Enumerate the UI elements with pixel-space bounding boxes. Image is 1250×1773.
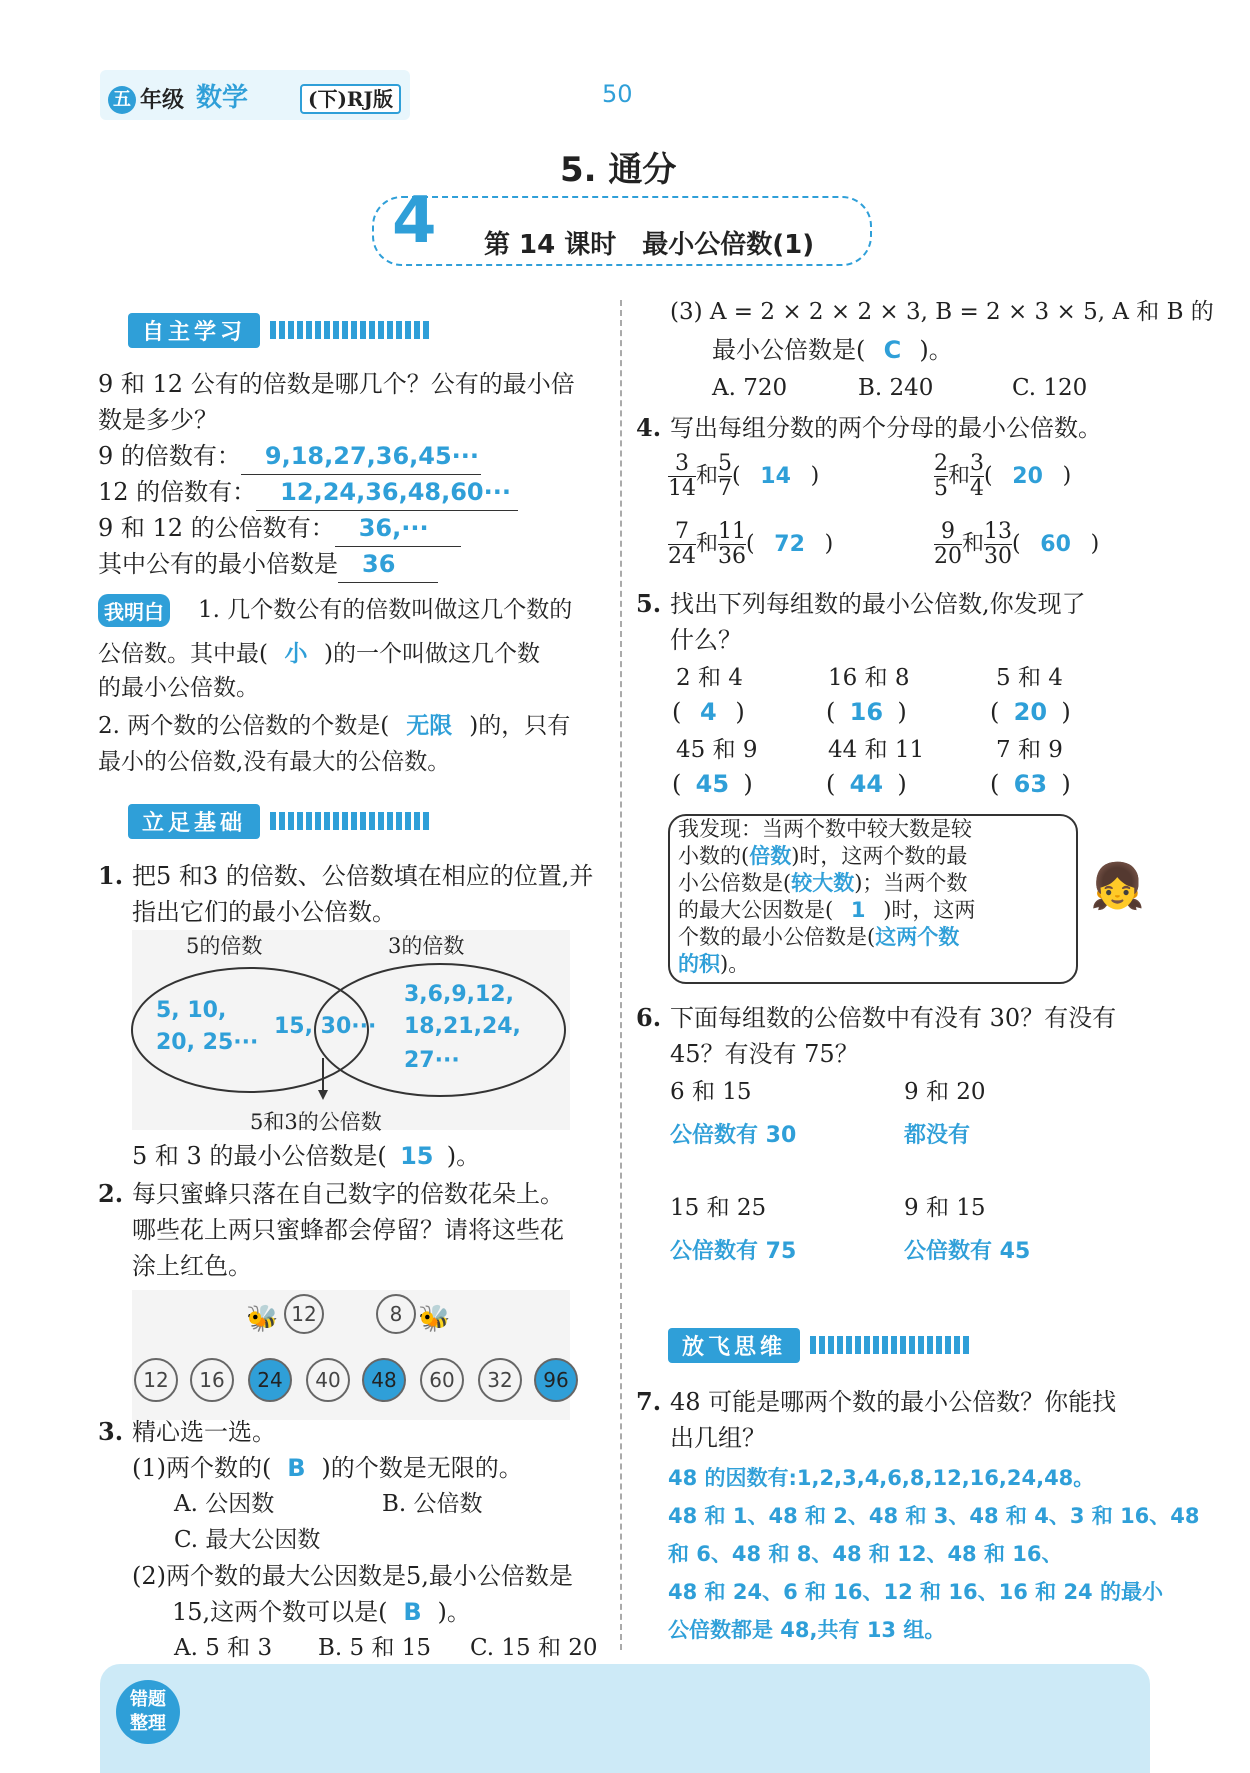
- discovery-line-6: [678, 951, 975, 978]
- q6-pair-4: 9 和 15: [904, 1195, 986, 1221]
- answer: 较大数: [791, 871, 855, 895]
- q4-item-3: $\frac{7}{24}$ 和 $\frac{11}{36}$ ( 72 ): [668, 519, 834, 569]
- text: 和: [696, 463, 719, 489]
- intro-question: 9 和 12 公有的倍数是哪几个？公有的最小倍: [98, 370, 575, 398]
- text: 最小公倍数是(: [712, 336, 866, 364]
- answer: 这两个数: [875, 925, 960, 949]
- section-label: 放飞思维: [668, 1328, 800, 1363]
- venn-label-5: 5的倍数: [186, 934, 263, 958]
- footer-label-2: 整理: [130, 1713, 166, 1734]
- numerator: 3: [970, 451, 985, 476]
- fraction: [668, 520, 696, 569]
- q5-ans-2: ( 16 ): [826, 694, 907, 730]
- q3-s2-option-a: A. 5 和 3: [174, 1635, 273, 1661]
- label: 9 的倍数有：: [98, 442, 241, 470]
- answer: 12,24,36,48,60···: [256, 474, 518, 511]
- q6-pair-2: 9 和 20: [904, 1079, 986, 1105]
- text: 我发现：当两个数中较大数是较: [678, 817, 972, 841]
- answer: 36,···: [335, 510, 461, 547]
- understand-p2a: [98, 708, 570, 744]
- understand-p1d: 的最小公倍数。: [98, 675, 259, 701]
- understand-p1b: [98, 636, 540, 672]
- q7-answer-3: 和 6、48 和 8、48 和 12、48 和 16、: [668, 1542, 1063, 1566]
- subject-label: 数学: [196, 83, 249, 113]
- discovery-line-5: [678, 924, 975, 951]
- text: 和: [948, 463, 971, 489]
- q7-answer-2: 48 和 1、48 和 2、48 和 3、48 和 4、3 和 16、48: [668, 1504, 1200, 1528]
- discovery-line-4: [678, 897, 975, 924]
- answer: 36: [338, 546, 438, 583]
- q5-ans-4: ( 45 ): [672, 766, 753, 802]
- answer: C: [883, 336, 902, 364]
- text: )；当两个数: [854, 871, 968, 895]
- section-label: 自主学习: [128, 313, 260, 348]
- venn-right-2: 18,21,24,: [404, 1014, 521, 1039]
- flower-96[interactable]: 96: [534, 1358, 578, 1402]
- q3-s3-option-a: A. 720: [712, 375, 788, 401]
- q7-answer-4: 48 和 24、6 和 16、12 和 16、16 和 24 的最小: [668, 1580, 1163, 1604]
- venn-arrowhead: [318, 1090, 328, 1100]
- text: )。: [919, 336, 953, 364]
- answer: 20: [1013, 698, 1048, 726]
- flower-24[interactable]: 24: [248, 1358, 292, 1402]
- answer: 45: [695, 770, 730, 798]
- grade-badge: 五: [108, 86, 136, 114]
- q6-ans-2: 都没有: [904, 1123, 971, 1148]
- q7-answer-5: 公倍数都是 48,共有 13 组。: [668, 1618, 946, 1642]
- section-dots: [270, 812, 430, 830]
- answer: 14: [760, 463, 791, 489]
- bee-number-8: 8: [376, 1294, 416, 1334]
- answer: 9,18,27,36,45···: [241, 438, 481, 475]
- text: 和: [962, 531, 985, 557]
- answer: 1: [850, 898, 866, 922]
- denominator: 20: [934, 544, 962, 569]
- bee-icon: 🐝: [246, 1304, 279, 1334]
- text: )的，只有: [469, 713, 571, 739]
- answer: 15: [400, 1142, 434, 1170]
- q5-pair-1: 2 和 4: [676, 665, 743, 691]
- q5-pair-6: 7 和 9: [996, 737, 1063, 763]
- label: 12 的倍数有：: [98, 478, 257, 506]
- q6-ans-4: 公倍数有 45: [904, 1239, 1031, 1264]
- q1-answer-line: [132, 1138, 480, 1174]
- section-dots: [810, 1336, 970, 1354]
- answer: 小: [284, 641, 308, 667]
- section-thinking: [668, 1320, 970, 1370]
- label: 9 和 12 的公倍数有：: [98, 514, 335, 542]
- intro-line-4: [98, 546, 438, 583]
- section-label: 立足基础: [128, 804, 260, 839]
- q4-text: 写出每组分数的两个分母的最小公倍数。: [670, 414, 1102, 442]
- answer: 倍数: [749, 844, 792, 868]
- intro-line-3: [98, 510, 461, 547]
- q6-ans-1: 公倍数有 30: [670, 1123, 797, 1148]
- q5-pair-2: 16 和 8: [828, 665, 910, 691]
- bee-number-12: 12: [284, 1294, 324, 1334]
- q1-text-2: 指出它们的最小公倍数。: [132, 898, 396, 926]
- q6-pair-1: 6 和 15: [670, 1079, 752, 1105]
- q4-number: 4.: [636, 413, 662, 442]
- denominator: 5: [934, 476, 948, 501]
- text: )的一个叫做这几个数: [323, 641, 540, 667]
- text: (1)两个数的(: [132, 1454, 272, 1482]
- intro-line-2: [98, 474, 518, 511]
- venn-left-1: 5, 10,: [156, 998, 227, 1023]
- discovery-text: [678, 816, 975, 978]
- discovery-line-3: [678, 870, 975, 897]
- q3-s2-option-b: B. 5 和 15: [318, 1635, 432, 1661]
- discovery-line-2: [678, 843, 975, 870]
- flower-40[interactable]: 40: [306, 1358, 350, 1402]
- flower-60[interactable]: 60: [420, 1358, 464, 1402]
- lesson-title: 第 14 课时 最小公倍数(1): [484, 230, 815, 260]
- answer: 无限: [406, 713, 453, 739]
- edition-label: (下)RJ版: [300, 84, 401, 114]
- fraction: [970, 452, 984, 501]
- understand-p2c: 最小的公倍数,没有最大的公倍数。: [98, 749, 451, 775]
- text: 和: [696, 531, 719, 557]
- q4-item-1: $\frac{3}{14}$ 和 $\frac{5}{7}$ ( 14 ): [668, 451, 820, 501]
- footer-label-1: 错题: [130, 1689, 166, 1710]
- q5-number: 5.: [636, 589, 662, 618]
- denominator: 14: [668, 476, 696, 501]
- venn-label-common: 5和3的公倍数: [250, 1110, 382, 1134]
- lesson-number: 4: [392, 184, 437, 258]
- q5-pair-3: 5 和 4: [996, 665, 1063, 691]
- q3-s1-option-b: B. 公倍数: [382, 1491, 483, 1517]
- answer: 4: [700, 698, 717, 726]
- numerator: 5: [718, 451, 733, 476]
- denominator: 24: [668, 544, 696, 569]
- fraction: [718, 520, 746, 569]
- flower-12[interactable]: 12: [134, 1358, 178, 1402]
- numerator: 11: [718, 519, 747, 544]
- answer: 的积: [678, 952, 720, 976]
- q6-text-2: 45？有没有 75？: [670, 1040, 859, 1068]
- q3-s2a: (2)两个数的最大公因数是5,最小公倍数是: [132, 1562, 573, 1590]
- answer: 16: [849, 698, 884, 726]
- q3-s3-option-c: C. 120: [1012, 375, 1088, 401]
- section-dots: [270, 321, 430, 339]
- text: )。: [720, 952, 750, 976]
- text: 公倍数。其中最(: [98, 641, 268, 667]
- venn-left-2: 20, 25···: [156, 1030, 259, 1055]
- q5-ans-3: ( 20 ): [990, 694, 1071, 730]
- answer: 72: [774, 531, 805, 557]
- q5-pair-4: 45 和 9: [676, 737, 758, 763]
- text: )。: [437, 1598, 471, 1626]
- q3-s3b: [712, 332, 953, 368]
- q3-s1-option-a: A. 公因数: [174, 1491, 275, 1517]
- answer: B: [403, 1598, 422, 1626]
- q1-text-1: 把5 和3 的倍数、公倍数填在相应的位置,并: [132, 862, 594, 890]
- understand-p1a: 1. 几个数公有的倍数叫做这几个数的: [198, 597, 573, 623]
- text: 15,这两个数可以是(: [172, 1598, 388, 1626]
- q3-s3-option-b: B. 240: [858, 375, 934, 401]
- q4-item-2: $\frac{2}{5}$ 和 $\frac{3}{4}$ ( 20 ): [934, 451, 1072, 501]
- q2-text-3: 涂上红色。: [132, 1252, 252, 1280]
- grade-label: 年级: [140, 87, 185, 113]
- q2-text-2: 哪些花上两只蜜蜂都会停留？请将这些花: [132, 1216, 564, 1244]
- answer: 63: [1013, 770, 1048, 798]
- q3-s1: [132, 1450, 523, 1486]
- q3-text: 精心选一选。: [132, 1418, 276, 1446]
- flower-48[interactable]: 48: [362, 1358, 406, 1402]
- venn-right-3: 27···: [404, 1048, 460, 1073]
- q3-s2-option-c: C. 15 和 20: [470, 1635, 598, 1661]
- q7-text-1: 48 可能是哪两个数的最小公倍数？你能找: [670, 1388, 1117, 1416]
- numerator: 7: [668, 520, 696, 545]
- text: 5 和 3 的最小公倍数是(: [132, 1142, 387, 1170]
- venn-right-1: 3,6,9,12,: [404, 982, 514, 1007]
- q3-s3a: (3) A = 2 × 2 × 2 × 3, B = 2 × 3 × 5, A 和 B 的: [670, 299, 1214, 325]
- q3-number: 3.: [98, 1417, 124, 1446]
- text: 个数的最小公倍数是(: [678, 925, 876, 949]
- answer: 60: [1040, 531, 1071, 557]
- fraction: [934, 452, 948, 501]
- text: 的最大公因数是(: [678, 898, 834, 922]
- venn-label-3: 3的倍数: [388, 934, 465, 958]
- q7-text-2: 出几组？: [670, 1424, 766, 1452]
- page-title: 5. 通分: [560, 150, 677, 190]
- intro-question-2: 数是多少？: [98, 406, 218, 434]
- text: )的个数是无限的。: [321, 1454, 523, 1482]
- numerator: 3: [668, 452, 696, 477]
- q5-text-2: 什么？: [670, 626, 742, 654]
- intro-line-1: [98, 438, 481, 475]
- numerator: 13: [984, 519, 1013, 544]
- q2-number: 2.: [98, 1179, 124, 1208]
- q6-number: 6.: [636, 1003, 662, 1032]
- q7-answer-1: 48 的因数有:1,2,3,4,6,8,12,16,24,48。: [668, 1466, 1095, 1490]
- page-number: 50: [602, 80, 633, 108]
- answer: 20: [1012, 463, 1043, 489]
- discovery-line-1: [678, 816, 975, 843]
- answer: B: [287, 1454, 306, 1482]
- venn-middle: 15, 30···: [274, 1014, 377, 1039]
- footer-badge: [116, 1680, 180, 1744]
- text: 2. 两个数的公倍数的个数是(: [98, 713, 390, 739]
- column-divider: [620, 300, 622, 1650]
- q6-pair-3: 15 和 25: [670, 1195, 767, 1221]
- q6-ans-3: 公倍数有 75: [670, 1239, 797, 1264]
- section-basics: [128, 796, 430, 846]
- denominator: 36: [718, 544, 747, 569]
- q5-pair-5: 44 和 11: [828, 737, 925, 763]
- text: 小数的(: [678, 844, 750, 868]
- fraction: [668, 452, 696, 501]
- q2-text-1: 每只蜜蜂只落在自己数字的倍数花朵上。: [132, 1180, 564, 1208]
- fraction: [718, 452, 732, 501]
- answer: 44: [849, 770, 884, 798]
- q5-ans-5: ( 44 ): [826, 766, 907, 802]
- q5-text-1: 找出下列每组数的最小公倍数,你发现了: [670, 590, 1086, 618]
- q7-number: 7.: [636, 1387, 662, 1416]
- text: )时，这两: [883, 898, 976, 922]
- flower-16[interactable]: 16: [190, 1358, 234, 1402]
- footer-area: [100, 1664, 1150, 1773]
- text: )时，这两个数的最: [791, 844, 968, 868]
- text: )。: [446, 1142, 481, 1170]
- bee-icon: 🐝: [418, 1304, 451, 1334]
- understand-badge: 我明白: [98, 594, 170, 627]
- numerator: 9: [934, 520, 962, 545]
- denominator: 4: [970, 476, 985, 501]
- q5-ans-6: ( 63 ): [990, 766, 1071, 802]
- denominator: 7: [718, 476, 733, 501]
- q6-text-1: 下面每组数的公倍数中有没有 30？有没有: [670, 1004, 1117, 1032]
- flower-32[interactable]: 32: [478, 1358, 522, 1402]
- numerator: 2: [934, 451, 948, 476]
- q4-item-4: $\frac{9}{20}$ 和 $\frac{13}{30}$ ( 60 ): [934, 519, 1100, 569]
- fraction: [934, 520, 962, 569]
- fraction: [984, 520, 1012, 569]
- q3-s1-option-c: C. 最大公因数: [174, 1527, 321, 1553]
- q5-ans-1: ( 4 ): [672, 694, 745, 730]
- text: 小公倍数是(: [678, 871, 792, 895]
- denominator: 30: [984, 544, 1013, 569]
- section-self-study: [128, 305, 430, 355]
- q1-number: 1.: [98, 861, 124, 890]
- q3-s2b: [172, 1594, 471, 1630]
- girl-icon: 👧: [1090, 861, 1145, 912]
- label: 其中公有的最小倍数是: [98, 550, 338, 578]
